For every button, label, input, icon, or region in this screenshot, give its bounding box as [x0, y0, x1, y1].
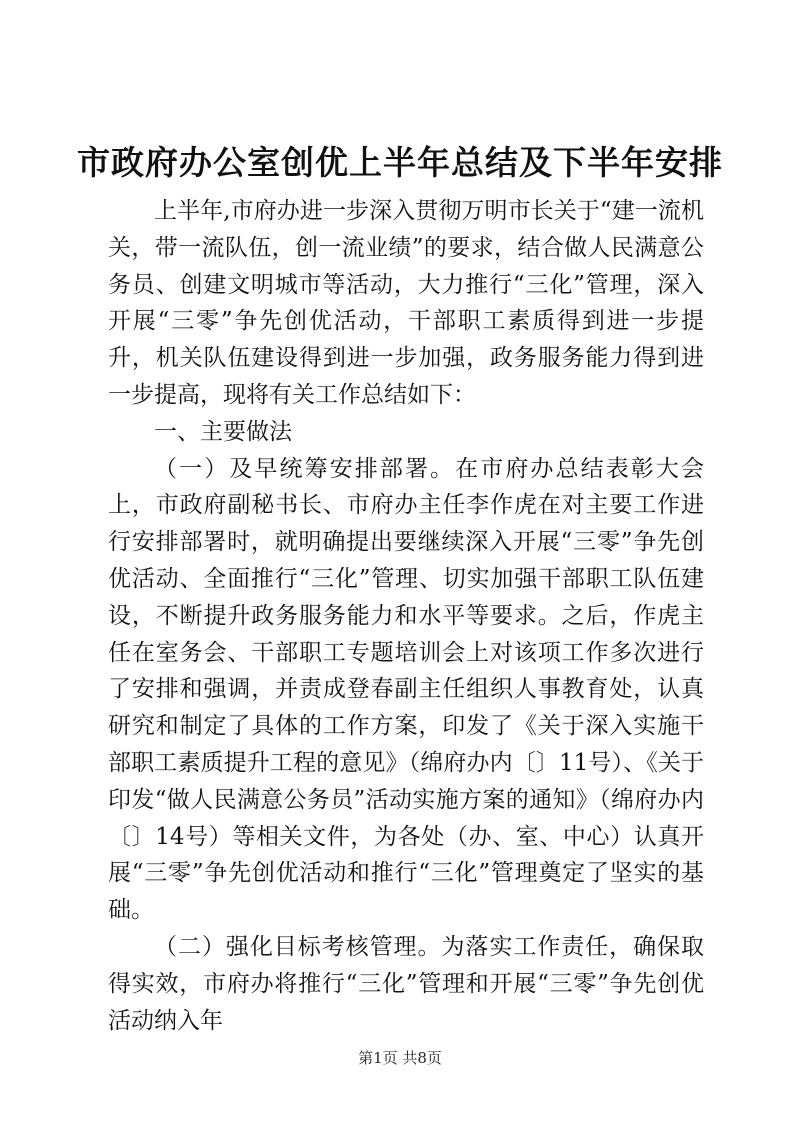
section-heading-main-practices: 一、主要做法	[154, 418, 292, 445]
document-title: 市政府办公室创优上半年总结及下半年安排	[77, 143, 723, 182]
intro-paragraph: 上半年,市府办进一步深入贯彻万明市长关于“建一流机关，带一流队伍，创一流业绩”的要求，结合做人民满意公务员、创建文明城市等活动，大力推行“三化”管理，深入开展“三零”争先创优活动，干部职工素质得到进一步提升，机关队伍建设得到进一步加强，政务服务能力得到进一步提高，现将有关工作总结如下：	[108, 198, 704, 408]
document-body	[108, 193, 704, 1039]
paragraph-target-assessment: （二）强化目标考核管理。为落实工作责任，确保取得实效，市府办将推行“三化”管理和开展“三零”争先创优活动纳入年	[108, 933, 704, 1034]
page-number-footer: 第1页 共8页	[358, 1049, 442, 1067]
paragraph-early-planning: （一）及早统筹安排部署。在市府办总结表彰大会上，市政府副秘书长、市府办主任李作虎在对主要工作进行安排部署时，就明确提出要继续深入开展“三零”争先创优活动、全面推行“三化”管理、切实加强干部职工队伍建设，不断提升政务服务能力和水平等要求。之后，作虎主任在室务会、干部职工专题培训会上对该项工作多次进行了安排和强调，并责成登春副主任组织人事教育处，认真研究和制定了具体的工作方案，印发了《关于深入实施干部职工素质提升工程的意见》（绵府办内〔〕11号）、《关于印发“做人民满意公务员”活动实施方案的通知》（绵府办内〔〕14号）等相关文件，为各处（办、室、中心）认真开展“三零”争先创优活动和推行“三化”管理奠定了坚实的基础。	[108, 455, 704, 924]
